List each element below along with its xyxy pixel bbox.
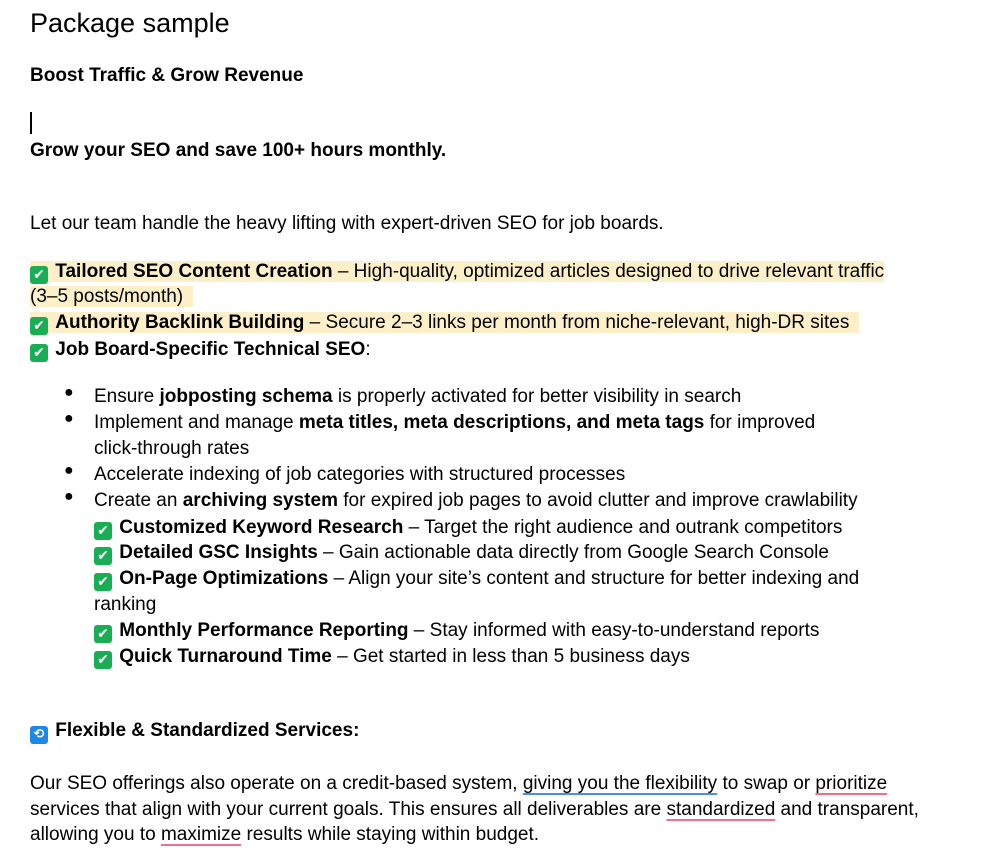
service-item: ✔ Monthly Performance Reporting – Stay informed with easy-to-understand reports	[94, 618, 819, 644]
intro-paragraph: Let our team handle the heavy lifting with expert-driven SEO for job boards.	[30, 213, 664, 234]
check-mark-button-icon: ✔	[30, 344, 48, 362]
spelling-suggestion[interactable]: standardized	[666, 799, 776, 820]
list-item: Implement and manage meta titles, meta descriptions, and meta tags for improved	[94, 412, 816, 433]
feature-title: Authority Backlink Building	[55, 312, 305, 333]
spelling-suggestion[interactable]: maximize	[160, 824, 242, 845]
paragraph-line: allowing you to maximize results while staying within budget.	[30, 824, 540, 845]
counterclockwise-arrows-icon: ⟲	[30, 726, 48, 744]
flex-heading: ⟲ Flexible & Standardized Services:	[30, 718, 359, 744]
subheadline: Grow your SEO and save 100+ hours monthly.	[30, 140, 447, 161]
list-item-cont: click-through rates	[94, 438, 250, 459]
bullet-icon: ●	[64, 410, 74, 427]
service-item: ✔ Detailed GSC Insights – Gain actionable data directly from Google Search Console	[94, 540, 829, 566]
check-mark-button-icon: ✔	[94, 625, 112, 643]
feature-desc: – Secure 2–3 links per month from niche-relevant, high-DR sites	[304, 312, 850, 333]
grammar-suggestion[interactable]: giving you the flexibility	[522, 773, 718, 794]
list-item: Create an archiving system for expired job pages to avoid clutter and improve crawlability	[94, 490, 858, 511]
page-title: Package sample	[30, 8, 230, 38]
bullet-icon: ●	[64, 384, 74, 401]
check-mark-button-icon: ✔	[94, 651, 112, 669]
paragraph-line: Our SEO offerings also operate on a credit-based system, giving you the flexibility to swap or prioritize	[30, 773, 888, 794]
bullet-icon: ●	[64, 488, 74, 505]
list-item: Accelerate indexing of job categories with structured processes	[94, 464, 626, 485]
feature-desc-cont: (3–5 posts/month)	[30, 286, 193, 307]
feature-desc: – High-quality, optimized articles designed to drive relevant traffic	[332, 261, 885, 282]
feature-title: Job Board-Specific Technical SEO	[55, 339, 366, 360]
check-mark-button-icon: ✔	[94, 522, 112, 540]
check-mark-button-icon: ✔	[94, 573, 112, 591]
bullet-icon: ●	[64, 462, 74, 479]
text-cursor	[30, 112, 32, 134]
paragraph-line: services that align with your current goals. This ensures all deliverables are standardized and transparent,	[30, 799, 919, 820]
check-mark-button-icon: ✔	[30, 266, 48, 284]
feature-item-content-creation	[30, 259, 884, 285]
feature-title: Tailored SEO Content Creation	[55, 261, 333, 282]
service-item-cont: ranking	[94, 594, 157, 615]
service-item: ✔ Customized Keyword Research – Target the right audience and outrank competitors	[94, 515, 842, 541]
feature-desc: :	[365, 339, 371, 360]
headline: Boost Traffic & Grow Revenue	[30, 65, 304, 86]
feature-item-backlinks	[30, 310, 859, 336]
feature-item-technical-seo	[30, 337, 371, 363]
list-item: Ensure jobposting schema is properly activated for better visibility in search	[94, 386, 742, 407]
check-mark-button-icon: ✔	[30, 317, 48, 335]
check-mark-button-icon: ✔	[94, 547, 112, 565]
feature-item-content-creation-cont	[30, 284, 193, 310]
spelling-suggestion[interactable]: prioritize	[815, 773, 888, 794]
service-item: ✔ On-Page Optimizations – Align your site’s content and structure for better indexing and	[94, 566, 859, 592]
service-item: ✔ Quick Turnaround Time – Get started in less than 5 business days	[94, 644, 690, 670]
